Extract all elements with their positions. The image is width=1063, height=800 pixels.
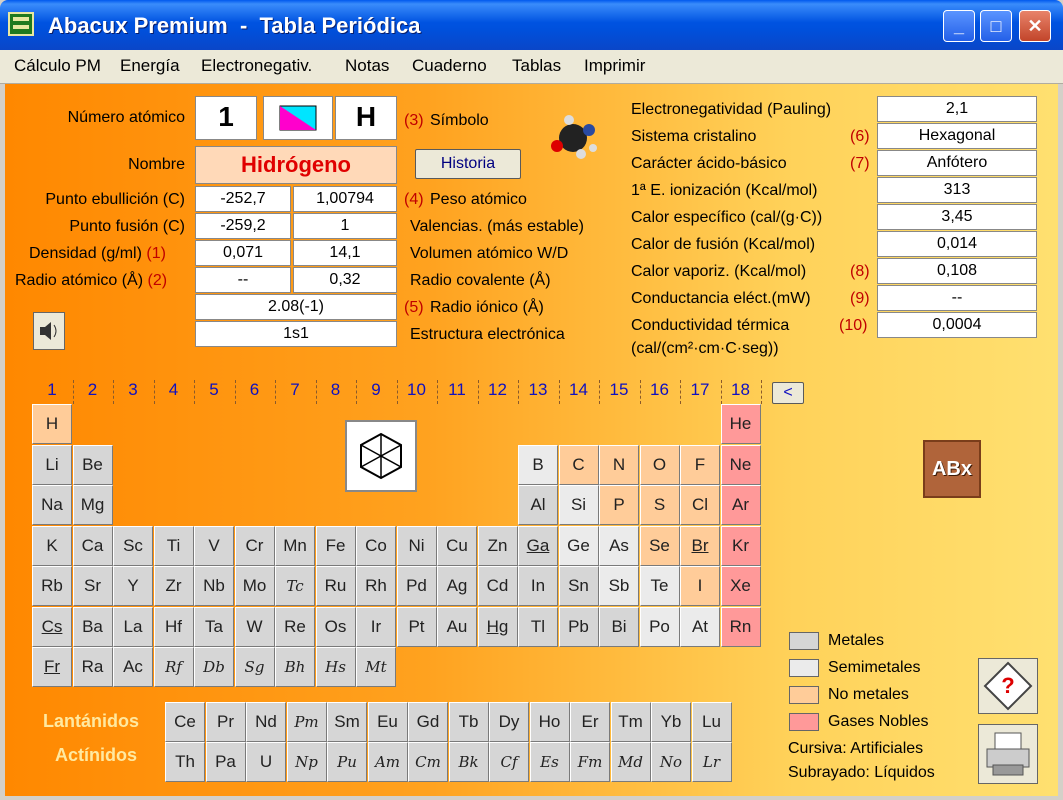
speaker-icon[interactable] <box>33 312 65 350</box>
element-n[interactable]: N <box>599 445 639 485</box>
element-u[interactable]: U <box>246 742 286 782</box>
group-label: 2 <box>87 380 98 399</box>
element-cf[interactable]: Cf <box>489 742 529 782</box>
element-li[interactable]: Li <box>32 445 72 485</box>
element-p[interactable]: P <box>599 485 639 525</box>
element-ga[interactable]: Ga <box>518 526 558 566</box>
fusion-value: -259,2 <box>195 213 291 239</box>
group-label: 12 <box>488 380 507 399</box>
element-cu[interactable]: Cu <box>437 526 477 566</box>
element-rf[interactable]: Rf <box>154 647 194 687</box>
radio-covalente-value: 0,32 <box>293 267 397 293</box>
element-tl[interactable]: Tl <box>518 607 558 647</box>
element-sb[interactable]: Sb <box>599 566 639 606</box>
main-panel <box>5 84 1058 796</box>
prop-label: 1ª E. ionización (Kcal/mol) <box>631 182 818 199</box>
group-label: 10 <box>407 380 426 399</box>
element-os[interactable]: Os <box>316 607 356 647</box>
element-sn[interactable]: Sn <box>559 566 599 606</box>
element-hs[interactable]: Hs <box>316 647 356 687</box>
minimize-button[interactable]: _ <box>943 10 975 42</box>
peso-num: (4) <box>404 191 424 208</box>
conductividad-units: (cal/(cm²·cm·C·seg)) <box>631 340 779 357</box>
element-nb[interactable]: Nb <box>194 566 234 606</box>
element-ne[interactable]: Ne <box>721 445 761 485</box>
element-k[interactable]: K <box>32 526 72 566</box>
element-in[interactable]: In <box>518 566 558 606</box>
element-c[interactable]: C <box>559 445 599 485</box>
element-pd[interactable]: Pd <box>397 566 437 606</box>
element-v[interactable]: V <box>194 526 234 566</box>
abacus-app-icon[interactable] <box>8 12 34 36</box>
nombre-label: Nombre <box>128 156 185 173</box>
prop-value: 313 <box>877 177 1037 203</box>
menu-energia[interactable]: Energía <box>120 56 180 75</box>
ebullicion-value: -252,7 <box>195 186 291 212</box>
element-te[interactable]: Te <box>640 566 680 606</box>
element-na[interactable]: Na <box>32 485 72 525</box>
prop-num: (9) <box>850 290 870 307</box>
element-pt[interactable]: Pt <box>397 607 437 647</box>
prop-value: -- <box>877 285 1037 311</box>
abx-logo[interactable]: ABx <box>923 440 981 498</box>
radio-label: Radio atómico (Å) (2) <box>15 272 168 289</box>
element-md[interactable]: Md <box>611 742 651 782</box>
element-th[interactable]: Th <box>165 742 205 782</box>
element-es[interactable]: Es <box>530 742 570 782</box>
window-title: Abacux Premium - Tabla Periódica <box>48 13 421 38</box>
group-label: 15 <box>609 380 629 399</box>
group-label: 13 <box>528 380 548 399</box>
element-la[interactable]: La <box>113 607 153 647</box>
element-sg[interactable]: Sg <box>235 647 275 687</box>
prop-label: Sistema cristalino <box>631 128 757 145</box>
element-rh[interactable]: Rh <box>356 566 396 606</box>
prop-label: Conductancia eléct.(mW) <box>631 290 811 307</box>
element-po[interactable]: Po <box>640 607 680 647</box>
back-button[interactable]: < <box>772 382 804 404</box>
simbolo-value: H <box>335 96 397 140</box>
group-label: 6 <box>249 380 260 399</box>
menu-imprimir[interactable]: Imprimir <box>584 56 646 75</box>
title-bar[interactable] <box>0 0 1063 50</box>
element-ca[interactable]: Ca <box>73 526 113 566</box>
element-ac[interactable]: Ac <box>113 647 153 687</box>
element-lr[interactable]: Lr <box>692 742 732 782</box>
element-dy[interactable]: Dy <box>489 702 529 742</box>
element-no[interactable]: No <box>651 742 691 782</box>
help-icon[interactable] <box>978 658 1038 714</box>
svg-text:?: ? <box>1001 673 1015 698</box>
element-au[interactable]: Au <box>437 607 477 647</box>
element-rb[interactable]: Rb <box>32 566 72 606</box>
prop-num: (7) <box>850 155 870 172</box>
element-sr[interactable]: Sr <box>73 566 113 606</box>
group-label: 7 <box>290 380 300 399</box>
prop-num: (6) <box>850 128 870 145</box>
element-mt[interactable]: Mt <box>356 647 396 687</box>
densidad-value: 0,071 <box>195 240 291 266</box>
element-pm[interactable]: Pm <box>287 702 327 742</box>
element-bi[interactable]: Bi <box>599 607 639 647</box>
element-bk[interactable]: Bk <box>449 742 489 782</box>
radio-value: -- <box>195 267 291 293</box>
element-mn[interactable]: Mn <box>275 526 315 566</box>
prop-value: 2,1 <box>877 96 1037 122</box>
volumen-value: 14,1 <box>293 240 397 266</box>
element-tc[interactable]: Tc <box>275 566 315 606</box>
legend-gases-nobles: Gases Nobles <box>828 713 929 730</box>
element-cr[interactable]: Cr <box>235 526 275 566</box>
prop-label: Electronegatividad (Pauling) <box>631 101 832 118</box>
prop-label: Carácter ácido-básico <box>631 155 787 172</box>
element-sc[interactable]: Sc <box>113 526 153 566</box>
element-b[interactable]: B <box>518 445 558 485</box>
element-cs[interactable]: Cs <box>32 607 72 647</box>
group-label: 4 <box>168 380 179 399</box>
element-tb[interactable]: Tb <box>449 702 489 742</box>
prop-value: Anfótero <box>877 150 1037 176</box>
legend-cursiva: Cursiva: Artificiales <box>788 740 924 757</box>
element-hg[interactable]: Hg <box>478 607 518 647</box>
element-i[interactable]: I <box>680 566 720 606</box>
element-db[interactable]: Db <box>194 647 234 687</box>
element-pa[interactable]: Pa <box>206 742 246 782</box>
ebullicion-label: Punto ebullición (C) <box>45 191 185 208</box>
simbolo-label: Símbolo <box>430 112 489 129</box>
element-zr[interactable]: Zr <box>154 566 194 606</box>
legend-no-metales: No metales <box>828 686 909 703</box>
element-h[interactable]: H <box>32 404 72 444</box>
group-label: 1 <box>47 380 57 399</box>
element-pb[interactable]: Pb <box>559 607 599 647</box>
actinides-label: Actínidos <box>55 745 138 765</box>
radio-covalente-label: Radio covalente (Å) <box>410 272 551 289</box>
prop-label: Conductividad térmica <box>631 317 790 334</box>
element-zn[interactable]: Zn <box>478 526 518 566</box>
prop-label: Calor específico (cal/(g·C)) <box>631 209 823 226</box>
group-label: 16 <box>650 380 669 399</box>
element-fm[interactable]: Fm <box>570 742 610 782</box>
volumen-label: Volumen atómico W/D <box>410 245 569 262</box>
element-ti[interactable]: Ti <box>154 526 194 566</box>
numero-atomico-value: 1 <box>195 96 257 140</box>
group-label: 11 <box>448 380 466 399</box>
element-gd[interactable]: Gd <box>408 702 448 742</box>
element-np[interactable]: Np <box>287 742 327 782</box>
element-mg[interactable]: Mg <box>73 485 113 525</box>
valencias-label: Valencias. (más estable) <box>410 218 584 235</box>
element-w[interactable]: W <box>235 607 275 647</box>
cube-icon[interactable] <box>263 96 333 140</box>
prop-value: 0,014 <box>877 231 1037 257</box>
group-label: 14 <box>569 380 588 399</box>
estructura-label: Estructura electrónica <box>410 326 565 343</box>
element-o[interactable]: O <box>640 445 680 485</box>
radio-ionico-num: (5) <box>404 299 424 316</box>
close-button[interactable]: ✕ <box>1019 10 1051 42</box>
element-br[interactable]: Br <box>680 526 720 566</box>
element-ge[interactable]: Ge <box>559 526 599 566</box>
element-kr[interactable]: Kr <box>721 526 761 566</box>
element-ni[interactable]: Ni <box>397 526 437 566</box>
element-ho[interactable]: Ho <box>530 702 570 742</box>
valencias-value: 1 <box>293 213 397 239</box>
element-eu[interactable]: Eu <box>368 702 408 742</box>
prop-num: (10) <box>839 317 868 334</box>
element-ra[interactable]: Ra <box>73 647 113 687</box>
element-be[interactable]: Be <box>73 445 113 485</box>
element-ba[interactable]: Ba <box>73 607 113 647</box>
estructura-value: 1s1 <box>195 321 397 347</box>
group-label: 3 <box>128 380 138 399</box>
element-at[interactable]: At <box>680 607 720 647</box>
legend-semimetales: Semimetales <box>828 659 921 676</box>
element-ag[interactable]: Ag <box>437 566 477 606</box>
menu-bar <box>0 50 1063 84</box>
element-as[interactable]: As <box>599 526 639 566</box>
legend-semimetales-swatch <box>789 659 819 677</box>
numero-atomico-label: Número atómico <box>67 109 185 126</box>
densidad-label: Densidad (g/ml) (1) <box>29 245 166 262</box>
crystal-hexagonal-icon[interactable] <box>345 420 417 492</box>
group-label: 5 <box>209 380 219 399</box>
group-label: 9 <box>371 380 381 399</box>
element-cl[interactable]: Cl <box>680 485 720 525</box>
element-ar[interactable]: Ar <box>721 485 761 525</box>
element-re[interactable]: Re <box>275 607 315 647</box>
simbolo-num: (3) <box>404 112 424 129</box>
element-ir[interactable]: Ir <box>356 607 396 647</box>
element-se[interactable]: Se <box>640 526 680 566</box>
prop-label: Calor vaporiz. (Kcal/mol) <box>631 263 807 280</box>
element-sm[interactable]: Sm <box>327 702 367 742</box>
element-pr[interactable]: Pr <box>206 702 246 742</box>
legend-gases-swatch <box>789 713 819 731</box>
element-cm[interactable]: Cm <box>408 742 448 782</box>
menu-tablas[interactable]: Tablas <box>512 56 562 75</box>
lanthanides-label: Lantánidos <box>43 711 140 731</box>
element-rn[interactable]: Rn <box>721 607 761 647</box>
historia-button[interactable]: Historia <box>415 149 521 179</box>
peso-atomico-value: 1,00794 <box>293 186 397 212</box>
radio-ionico-label: Radio iónico (Å) <box>430 299 544 316</box>
element-xe[interactable]: Xe <box>721 566 761 606</box>
element-he[interactable]: He <box>721 404 761 444</box>
prop-value: 0,0004 <box>877 312 1037 338</box>
element-co[interactable]: Co <box>356 526 396 566</box>
peso-label: Peso atómico <box>430 191 527 208</box>
printer-icon[interactable] <box>978 724 1038 784</box>
group-divider <box>761 380 762 404</box>
prop-value: Hexagonal <box>877 123 1037 149</box>
element-ce[interactable]: Ce <box>165 702 205 742</box>
maximize-button[interactable]: □ <box>980 10 1012 42</box>
element-am[interactable]: Am <box>368 742 408 782</box>
element-yb[interactable]: Yb <box>651 702 691 742</box>
fusion-label: Punto fusión (C) <box>69 218 185 235</box>
group-label: 18 <box>731 380 750 399</box>
prop-value: 3,45 <box>877 204 1037 230</box>
prop-num: (8) <box>850 263 870 280</box>
menu-calculo-pm[interactable]: Cálculo PM <box>14 56 101 75</box>
group-label: 8 <box>330 380 341 399</box>
element-al[interactable]: Al <box>518 485 558 525</box>
element-lu[interactable]: Lu <box>692 702 732 742</box>
legend-metales: Metales <box>828 632 885 649</box>
molecule-icon[interactable] <box>545 112 601 164</box>
legend-no-metales-swatch <box>789 686 819 704</box>
group-label: 17 <box>690 380 710 399</box>
element-mo[interactable]: Mo <box>235 566 275 606</box>
element-nd[interactable]: Nd <box>246 702 286 742</box>
element-pu[interactable]: Pu <box>327 742 367 782</box>
element-ta[interactable]: Ta <box>194 607 234 647</box>
prop-value: 0,108 <box>877 258 1037 284</box>
element-tm[interactable]: Tm <box>611 702 651 742</box>
element-fr[interactable]: Fr <box>32 647 72 687</box>
element-y[interactable]: Y <box>113 566 153 606</box>
element-er[interactable]: Er <box>570 702 610 742</box>
legend-metales-swatch <box>789 632 819 650</box>
element-cd[interactable]: Cd <box>478 566 518 606</box>
element-s[interactable]: S <box>640 485 680 525</box>
menu-cuaderno[interactable]: Cuaderno <box>412 56 487 75</box>
element-ru[interactable]: Ru <box>316 566 356 606</box>
nombre-value: Hidrógeno <box>195 146 397 184</box>
element-bh[interactable]: Bh <box>275 647 315 687</box>
element-f[interactable]: F <box>680 445 720 485</box>
element-si[interactable]: Si <box>559 485 599 525</box>
menu-electronegatividad[interactable]: Electronegativ. <box>201 56 313 75</box>
prop-label: Calor de fusión (Kcal/mol) <box>631 236 816 253</box>
element-hf[interactable]: Hf <box>154 607 194 647</box>
element-fe[interactable]: Fe <box>316 526 356 566</box>
radio-ionico-value: 2.08(-1) <box>195 294 397 320</box>
menu-notas[interactable]: Notas <box>345 56 390 75</box>
legend-subrayado: Subrayado: Líquidos <box>788 764 935 781</box>
